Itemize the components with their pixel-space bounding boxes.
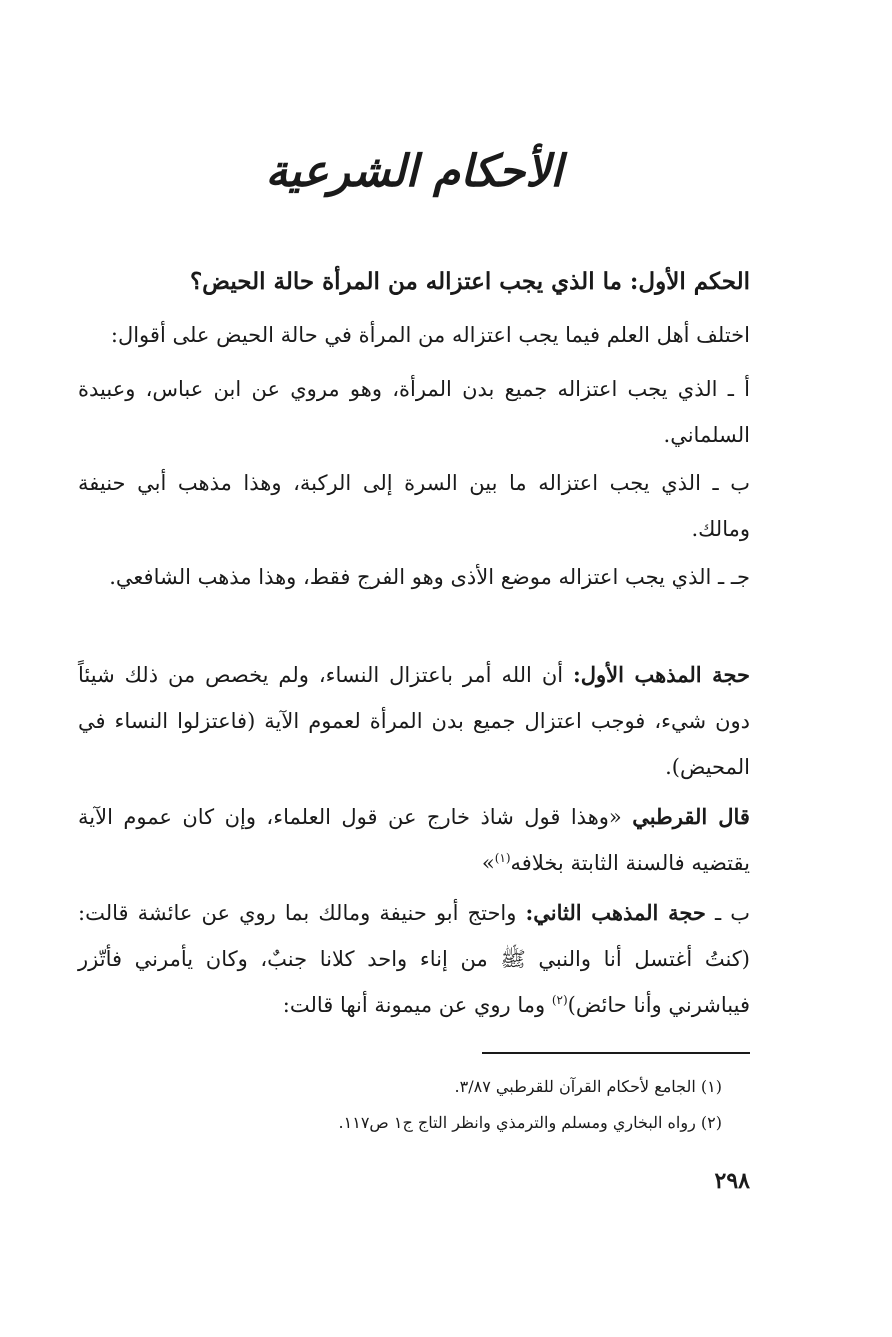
footnote-ref-2: (٢) xyxy=(551,993,568,1007)
qurtubi-paragraph xyxy=(78,794,750,886)
opinion-a: أ ـ الذي يجب اعتزاله جميع بدن المرأة، وهو مروي عن ابن عباس، وعبيدة السلماني. xyxy=(78,377,750,447)
opinion-c: جـ ـ الذي يجب اعتزاله موضع الأذى وهو الفرج فقط، وهذا مذهب الشافعي. xyxy=(109,565,750,589)
opinion-b: ب ـ الذي يجب اعتزاله ما بين السرة إلى الركبة، وهذا مذهب أبي حنيفة ومالك. xyxy=(78,471,750,541)
second-proof-tail: وما روي عن ميمونة أنها قالت: xyxy=(282,993,552,1017)
footnote-1: (١) الجامع لأحكام القرآن للقرطبي ٣/٨٧. xyxy=(454,1077,722,1096)
footnote-2: (٢) رواه البخاري ومسلم والترمذي وانظر التاج ج١ ص١١٧. xyxy=(338,1113,722,1132)
footnote-divider xyxy=(482,1052,750,1054)
section-title: الأحكام الشرعية xyxy=(265,146,563,197)
first-proof-text: أن الله أمر باعتزال النساء، ولم يخصص من ذلك شيئاً دون شيء، فوجب اعتزال جميع بدن المرأة لعموم الآية (فاعتزلوا النساء في المحيض). xyxy=(78,663,750,779)
intro-paragraph: اختلف أهل العلم فيما يجب اعتزاله من المرأة في حالة الحيض على أقوال: xyxy=(110,323,750,347)
second-proof-text: واحتج أبو حنيفة ومالك بما روي عن عائشة قالت: (كنتُ أغتسل أنا والنبي ﷺ من إناء واحد كلانا جنبٌ، وكان يأمرني فأتّزر فيباشرني وأنا حائض) xyxy=(78,901,750,1017)
second-proof-prefix: ب ـ xyxy=(705,901,751,925)
qurtubi-text: «وهذا قول شاذ خارج عن قول العلماء، وإن كان عموم الآية يقتضيه فالسنة الثابتة بخلافه xyxy=(78,805,750,875)
page-number: ٢٩٨ xyxy=(714,1168,750,1194)
qurtubi-label: قال القرطبي xyxy=(632,804,750,829)
ruling-heading: الحكم الأول: ما الذي يجب اعتزاله من المرأة حالة الحيض؟ xyxy=(189,268,750,295)
second-proof-label: حجة المذهب الثاني: xyxy=(525,900,706,925)
book-page xyxy=(78,0,750,1337)
footnote-ref-1: (١) xyxy=(494,851,511,865)
qurtubi-close: » xyxy=(481,851,495,875)
first-proof-label: حجة المذهب الأول: xyxy=(573,662,750,687)
second-proof-paragraph xyxy=(78,890,750,1028)
first-proof-paragraph xyxy=(78,652,750,790)
